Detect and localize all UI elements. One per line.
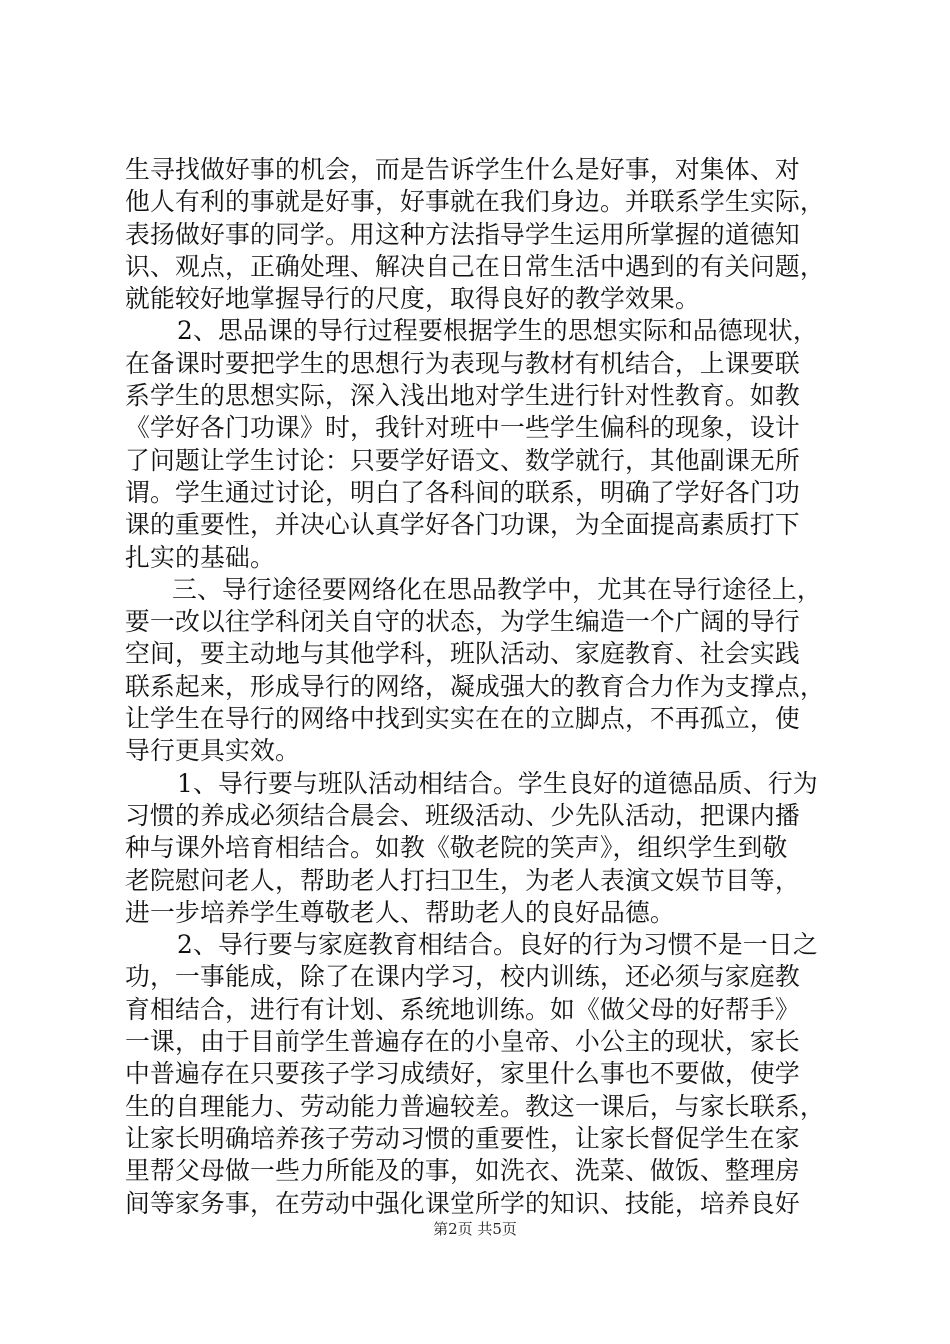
- text-line: 2、思品课的导行过程要根据学生的思想实际和品德现状，: [177, 316, 818, 346]
- text-line: 里帮父母做一些力所能及的事，如洗衣、洗菜、做饭、整理房: [125, 1156, 800, 1186]
- text-line: 让家长明确培养孩子劳动习惯的重要性，让家长督促学生在家: [125, 1123, 800, 1153]
- text-line: 谓。学生通过讨论，明白了各科间的联系，明确了学好各门功: [125, 477, 800, 507]
- text-line: 1、导行要与班队活动相结合。学生良好的道德品质、行为: [177, 768, 818, 798]
- text-line: 表扬做好事的同学。用这种方法指导学生运用所掌握的道德知: [125, 219, 800, 249]
- text-line: 在备课时要把学生的思想行为表现与教材有机结合，上课要联: [125, 348, 800, 378]
- text-line: 让学生在导行的网络中找到实实在在的立脚点，不再孤立，使: [125, 704, 800, 734]
- text-line: 老院慰问老人，帮助老人打扫卫生，为老人表演文娱节目等，: [125, 865, 800, 895]
- page-footer: 第2页 共5页: [433, 1220, 517, 1238]
- text-line: 生的自理能力、劳动能力普遍较差。教这一课后，与家长联系，: [125, 1091, 825, 1121]
- text-line: 课的重要性，并决心认真学好各门功课，为全面提高素质打下: [125, 510, 800, 540]
- text-line: 他人有利的事就是好事，好事就在我们身边。并联系学生实际，: [125, 187, 825, 217]
- text-line: 育相结合，进行有计划、系统地训练。如《做父母的好帮手》: [125, 994, 800, 1024]
- text-line: 系学生的思想实际，深入浅出地对学生进行针对性教育。如教: [125, 381, 800, 411]
- text-line: 种与课外培育相结合。如教《敬老院的笑声》，组织学生到敬: [125, 833, 788, 863]
- text-line: 三、导行途径要网络化在思品教学中，尤其在导行途径上，: [172, 574, 822, 604]
- text-line: 2、导行要与家庭教育相结合。良好的行为习惯不是一日之: [177, 930, 818, 960]
- text-line: 导行更具实效。: [125, 736, 300, 766]
- text-line: 扎实的基础。: [125, 542, 275, 572]
- text-line: 功，一事能成，除了在课内学习，校内训练，还必须与家庭教: [125, 962, 800, 992]
- text-line: 习惯的养成必须结合晨会、班级活动、少先队活动，把课内播: [125, 800, 800, 830]
- text-line: 了问题让学生讨论：只要学好语文、数学就行，其他副课无所: [125, 445, 800, 475]
- text-line: 要一改以往学科闭关自守的状态，为学生编造一个广阔的导行: [125, 607, 800, 637]
- text-line: 中普遍存在只要孩子学习成绩好，家里什么事也不要做，使学: [125, 1059, 800, 1089]
- text-line: 联系起来，形成导行的网络，凝成强大的教育合力作为支撑点，: [125, 671, 825, 701]
- text-line: 进一步培养学生尊敬老人、帮助老人的良好品德。: [125, 897, 675, 927]
- text-line: 就能较好地掌握导行的尺度，取得良好的教学效果。: [125, 284, 700, 314]
- text-line: 生寻找做好事的机会，而是告诉学生什么是好事，对集体、对: [125, 155, 800, 184]
- text-line: 《学好各门功课》时，我针对班中一些学生偏科的现象，设计: [125, 413, 800, 443]
- text-line: 一课，由于目前学生普遍存在的小皇帝、小公主的现状，家长: [125, 1027, 800, 1057]
- text-line: 空间，要主动地与其他学科，班队活动、家庭教育、社会实践: [125, 639, 800, 669]
- text-line: 间等家务事，在劳动中强化课堂所学的知识、技能，培养良好: [125, 1188, 800, 1218]
- document-body: [125, 154, 830, 1220]
- text-line: 识、观点，正确处理、解决自己在日常生活中遇到的有关问题，: [125, 251, 825, 281]
